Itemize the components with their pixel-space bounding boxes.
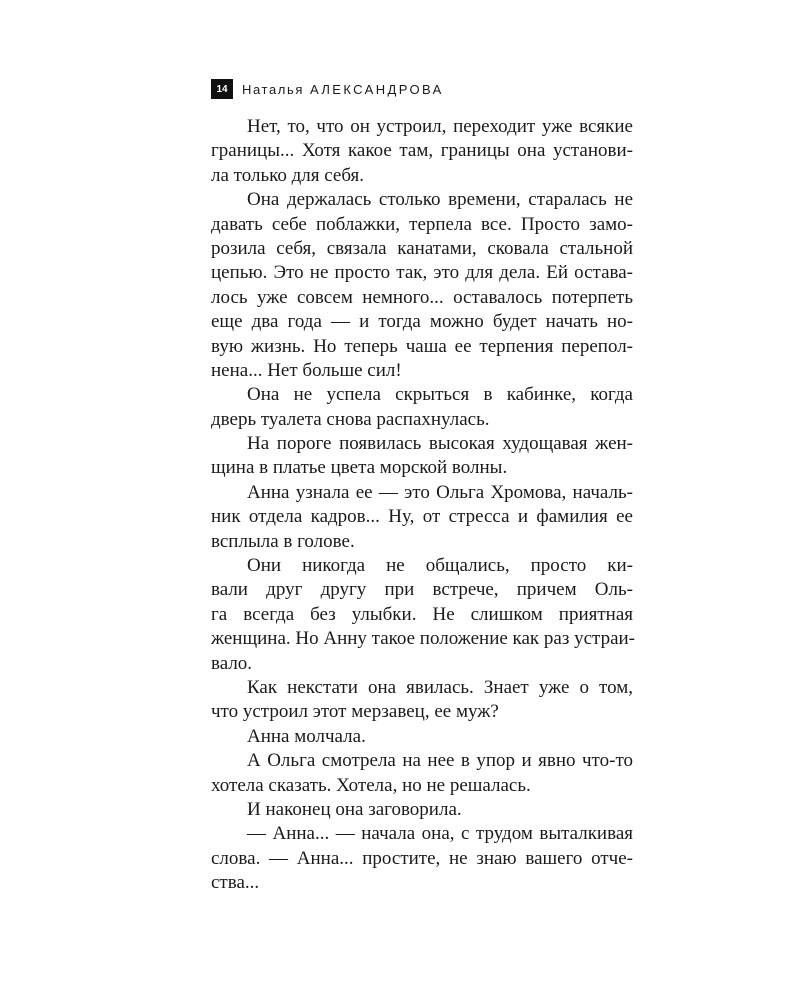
text-line: вало. (211, 652, 253, 674)
text-line: И наконец она заговорила. (247, 798, 462, 820)
text-line: всплыла в голове. (211, 530, 355, 552)
text-line: вую жизнь. Но теперь чаша ее терпения перепол- (211, 335, 633, 357)
text-line: границы... Хотя какое там, границы она установи- (211, 140, 633, 162)
text-line: еще два года — и тогда можно будет начать но- (211, 311, 633, 333)
text-line: нена... Нет больше сил! (211, 359, 402, 381)
text-line: дверь туалета снова распахнулась. (211, 408, 490, 430)
text-line: Анна молчала. (247, 725, 366, 747)
text-line: ла только для себя. (211, 164, 365, 186)
text-line: щина в платье цвета морской волны. (211, 457, 508, 479)
text-line: лось уже совсем немного... оставалось потерпеть (211, 286, 633, 308)
paragraph (211, 822, 633, 895)
running-header (211, 78, 444, 100)
text-line: ник отдела кадров... Ну, от стресса и фамилия ее (211, 506, 633, 528)
author-first-name: Наталья (242, 81, 304, 97)
text-line: что устроил этот мерзавец, ее муж? (211, 701, 499, 723)
paragraph (211, 554, 636, 676)
text-line: Нет, то, что он устроил, переходит уже всякие (247, 116, 633, 137)
text-line: хотела сказать. Хотела, но не решалась. (211, 774, 531, 796)
text-line: ства... (211, 872, 260, 894)
text-line: — Анна... — начала она, с трудом выталкивая (247, 823, 633, 845)
paragraph (211, 481, 633, 554)
text-line: давать себе поблажки, терпела все. Просто замо- (211, 213, 633, 235)
text-line: Она держалась столько времени, старалась не (247, 189, 633, 211)
text-line: А Ольга смотрела на нее в упор и явно что-то (247, 750, 633, 772)
paragraph (211, 798, 633, 822)
text-line: слова. — Анна... простите, не знаю вашего отче- (211, 847, 633, 869)
paragraph (211, 676, 633, 725)
text-line: Как некстати она явилась. Знает уже о том, (247, 676, 633, 698)
page-number: 14 (211, 79, 233, 99)
text-line: Они никогда не общались, просто ки- (247, 555, 633, 577)
paragraph (211, 725, 633, 749)
text-line: Анна узнала ее — это Ольга Хромова, началь- (247, 481, 633, 503)
text-line: га всегда без улыбки. Не слишком приятная (211, 603, 633, 625)
text-line: цепью. Это не просто так, это для дела. Ей остава- (211, 262, 633, 284)
author-last-name: АЛЕКСАНДРОВА (309, 81, 444, 97)
text-line: На пороге появилась высокая худощавая жен- (247, 433, 633, 455)
body-text (211, 115, 636, 896)
running-head-author (242, 82, 444, 97)
paragraph (211, 749, 633, 798)
paragraph (211, 115, 633, 188)
text-line: женщина. Но Анну такое положение как раз устраи- (211, 628, 636, 650)
paragraph (211, 383, 633, 432)
paragraph (211, 188, 633, 383)
text-line: вали друг другу при встрече, причем Оль- (211, 579, 633, 601)
text-line: розила себя, связала канатами, сковала стальной (211, 237, 633, 259)
paragraph (211, 432, 633, 481)
text-line: Она не успела скрыться в кабинке, когда (247, 384, 633, 406)
